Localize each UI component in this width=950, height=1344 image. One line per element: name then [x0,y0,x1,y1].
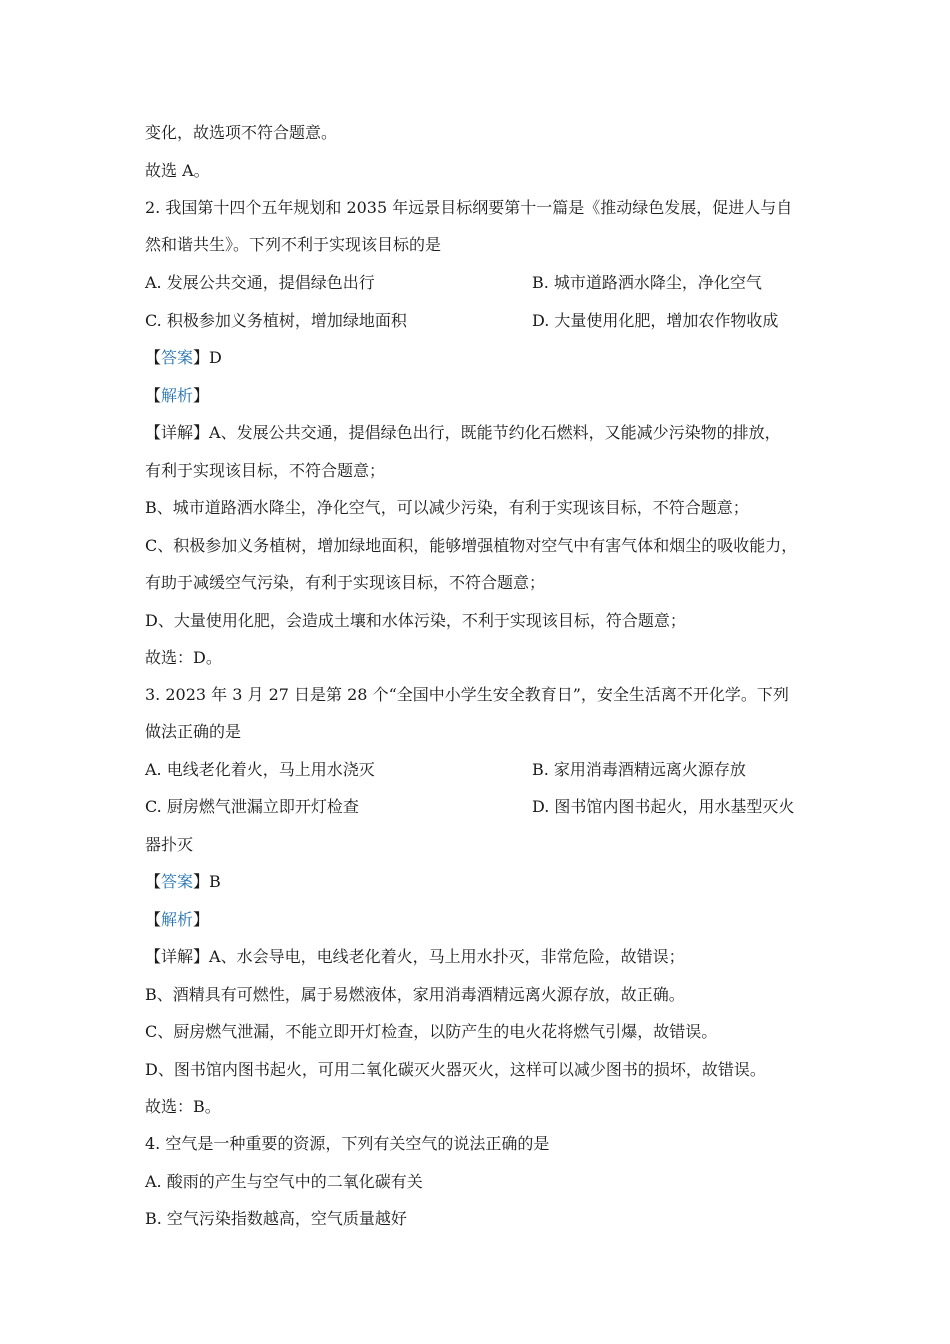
q3-answer [145,872,221,892]
analysis-label: 解析 [161,386,194,405]
prev-explanation-tail: 变化，故选项不符合题意。 [145,123,338,142]
q2-stem-line-2: 然和谐共生》。下列不利于实现该目标的是 [145,235,442,254]
q2-option-a: A. 发展公共交通，提倡绿色出行 [145,273,375,292]
q2-analysis-heading [145,386,209,406]
q2-answer-value: D [209,348,222,367]
q3-option-b: B. 家用消毒酒精远离火源存放 [532,760,746,779]
q3-detail-line-2: B、酒精具有可燃性，属于易燃液体，家用消毒酒精远离火源存放，故正确。 [145,985,685,1004]
answer-close-bracket: 】 [193,348,210,367]
q3-conclusion: 故选：B。 [145,1097,221,1116]
analysis-close-bracket: 】 [193,386,210,405]
q2-conclusion: 故选：D。 [145,648,222,667]
q2-detail-line-1: 【详解】A、发展公共交通，提倡绿色出行，既能节约化石燃料，又能减少污染物的排放， [145,423,781,442]
q3-analysis-heading [145,910,209,930]
q2-detail-line-2: 有利于实现该目标，不符合题意； [145,461,386,480]
q3-detail-line-1: 【详解】A、水会导电，电线老化着火，马上用水扑灭，非常危险，故错误； [145,947,685,966]
q2-detail-line-5: 有助于减缓空气污染，有利于实现该目标，不符合题意； [145,573,546,592]
q3-option-c: C. 厨房燃气泄漏立即开灯检查 [145,797,359,816]
answer-close-bracket: 】 [193,872,210,891]
analysis-open-bracket: 【 [145,386,162,405]
q3-option-a: A. 电线老化着火，马上用水浇灭 [145,760,375,779]
answer-open-bracket: 【 [145,872,162,891]
analysis-open-bracket: 【 [145,910,162,929]
q2-stem-line-1: 2. 我国第十四个五年规划和 2035 年远景目标纲要第十一篇是《推动绿色发展，促进人与自 [145,198,793,217]
q4-option-a: A. 酸雨的产生与空气中的二氧化碳有关 [145,1172,423,1191]
q4-option-b: B. 空气污染指数越高，空气质量越好 [145,1209,407,1228]
q3-option-d-continued: 器扑灭 [145,835,194,854]
q2-detail-line-3: B、城市道路洒水降尘，净化空气，可以减少污染，有利于实现该目标，不符合题意； [145,498,749,517]
q4-stem: 4. 空气是一种重要的资源，下列有关空气的说法正确的是 [145,1134,550,1153]
answer-label: 答案 [161,872,194,891]
answer-open-bracket: 【 [145,348,162,367]
q2-detail-line-4: C、积极参加义务植树，增加绿地面积，能够增强植物对空气中有害气体和烟尘的吸收能力， [145,536,798,555]
q2-option-d: D. 大量使用化肥，增加农作物收成 [532,311,779,330]
analysis-close-bracket: 】 [193,910,210,929]
prev-conclusion: 故选 A。 [145,161,210,180]
q3-detail-line-4: D、图书馆内图书起火，可用二氧化碳灭火器灭火，这样可以减少图书的损坏，故错误。 [145,1060,766,1079]
q3-answer-value: B [209,872,221,891]
detail-label: 【详解】 [145,947,210,966]
answer-label: 答案 [161,348,194,367]
detail-label: 【详解】 [145,423,210,442]
q3-stem-line-2: 做法正确的是 [145,722,242,741]
q2-option-b: B. 城市道路洒水降尘，净化空气 [532,273,762,292]
q2-option-c: C. 积极参加义务植树，增加绿地面积 [145,311,407,330]
q2-answer [145,348,222,368]
analysis-label: 解析 [161,910,194,929]
q3-detail-line-3: C、厨房燃气泄漏，不能立即开灯检查，以防产生的电火花将燃气引爆，故错误。 [145,1022,718,1041]
q3-stem-line-1: 3. 2023 年 3 月 27 日是第 28 个“全国中小学生安全教育日”，安全生活离不开化学。下列 [145,685,789,704]
q2-detail-line-6: D、大量使用化肥，会造成土壤和水体污染，不利于实现该目标，符合题意； [145,611,686,630]
q3-option-d: D. 图书馆内图书起火，用水基型灭火 [532,797,795,816]
